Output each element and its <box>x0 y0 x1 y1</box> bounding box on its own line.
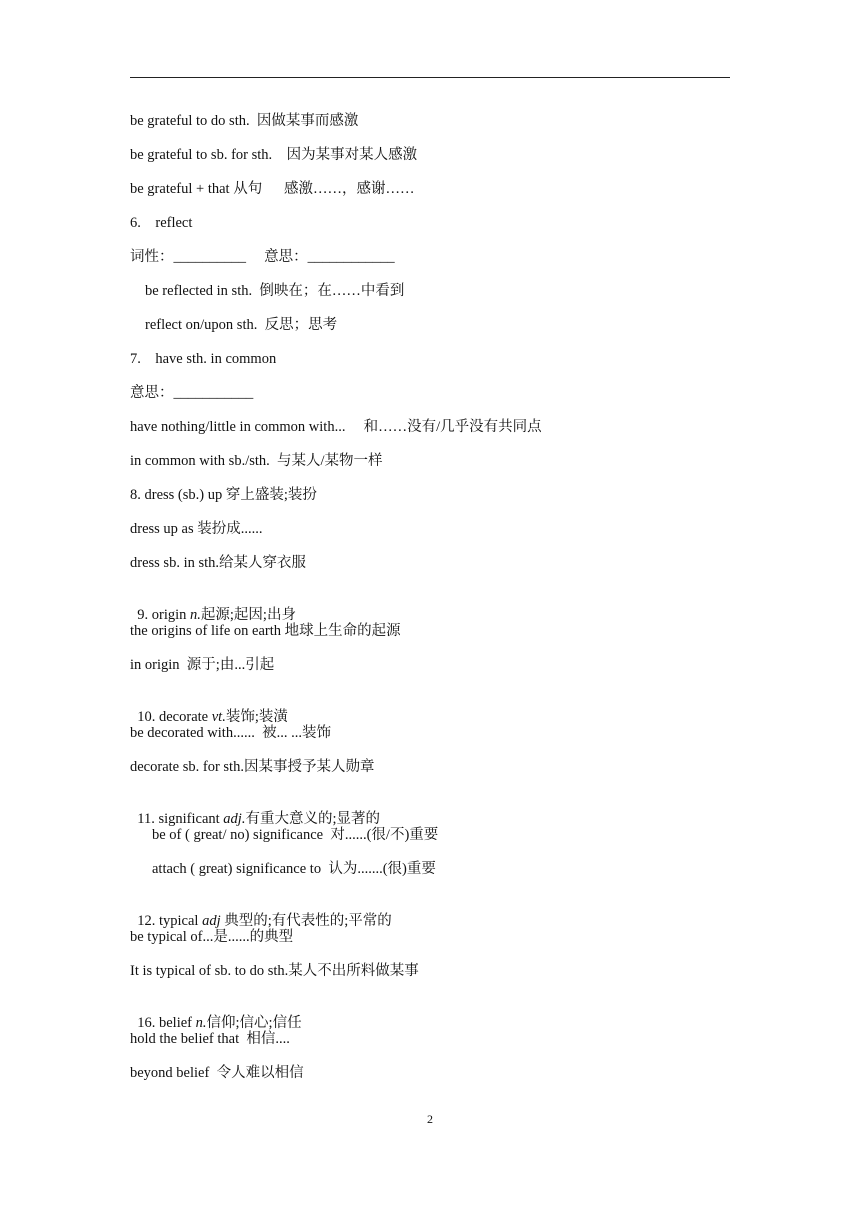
part-of-speech: n. <box>195 1015 207 1031</box>
line-text: 信仰;信心;信任 <box>206 1015 302 1031</box>
text-line: be of ( great/ no) significance 对......(很/不)重要 <box>152 827 439 843</box>
part-of-speech: adj <box>202 913 221 929</box>
text-line: 词性：__________ 意思：____________ <box>130 249 395 265</box>
part-of-speech: vt. <box>211 709 226 725</box>
item-heading <box>130 690 288 726</box>
item-heading: 7. have sth. in common <box>130 351 277 367</box>
text-line: dress sb. in sth.给某人穿衣服 <box>130 555 307 571</box>
part-of-speech: adj. <box>223 811 246 827</box>
text-line: be reflected in sth. 倒映在；在……中看到 <box>145 283 405 299</box>
line-text: 12. typical <box>137 913 203 929</box>
text-line: be grateful + that 从句 感激……，感谢…… <box>130 181 415 197</box>
text-line: in origin 源于;由...引起 <box>130 657 275 673</box>
item-heading <box>130 588 296 624</box>
line-text: 11. significant <box>137 811 224 827</box>
text-line: hold the belief that 相信.... <box>130 1031 290 1047</box>
part-of-speech: n. <box>190 607 201 623</box>
text-line: be grateful to do sth. 因做某事而感激 <box>130 113 359 129</box>
text-line: the origins of life on earth 地球上生命的起源 <box>130 623 401 639</box>
line-text: 典型的;有代表性的;平常的 <box>220 913 392 929</box>
line-text: 装饰;装潢 <box>225 709 288 725</box>
page-number: 2 <box>427 1112 433 1126</box>
text-line: reflect on/upon sth. 反思；思考 <box>145 317 338 333</box>
line-text: 16. belief <box>137 1015 196 1031</box>
text-line: beyond belief 令人难以相信 <box>130 1065 304 1081</box>
line-text: 有重大意义的;显著的 <box>245 811 380 827</box>
line-text: 起源;起因;出身 <box>200 607 296 623</box>
text-line: be typical of...是......的典型 <box>130 929 294 945</box>
text-line: have nothing/little in common with... 和……没有/几乎没有共同点 <box>130 419 542 435</box>
item-heading: 8. dress (sb.) up 穿上盛装;装扮 <box>130 487 317 503</box>
line-text: 10. decorate <box>137 709 212 725</box>
item-heading: 6. reflect <box>130 215 193 231</box>
item-heading <box>130 792 380 828</box>
text-line: attach ( great) significance to 认为.......(很)重要 <box>152 861 436 877</box>
item-heading <box>130 996 302 1032</box>
text-line: be grateful to sb. for sth. 因为某事对某人感激 <box>130 147 418 163</box>
text-line: be decorated with...... 被... ...装饰 <box>130 725 331 741</box>
header-rule <box>130 77 730 78</box>
text-line: dress up as 装扮成...... <box>130 521 263 537</box>
text-line: 意思：___________ <box>130 385 254 401</box>
line-text: 9. origin <box>137 607 191 623</box>
text-line: decorate sb. for sth.因某事授予某人勋章 <box>130 759 375 775</box>
text-line: It is typical of sb. to do sth.某人不出所料做某事 <box>130 963 419 979</box>
item-heading <box>130 894 392 930</box>
text-line: in common with sb./sth. 与某人/某物一样 <box>130 453 383 469</box>
